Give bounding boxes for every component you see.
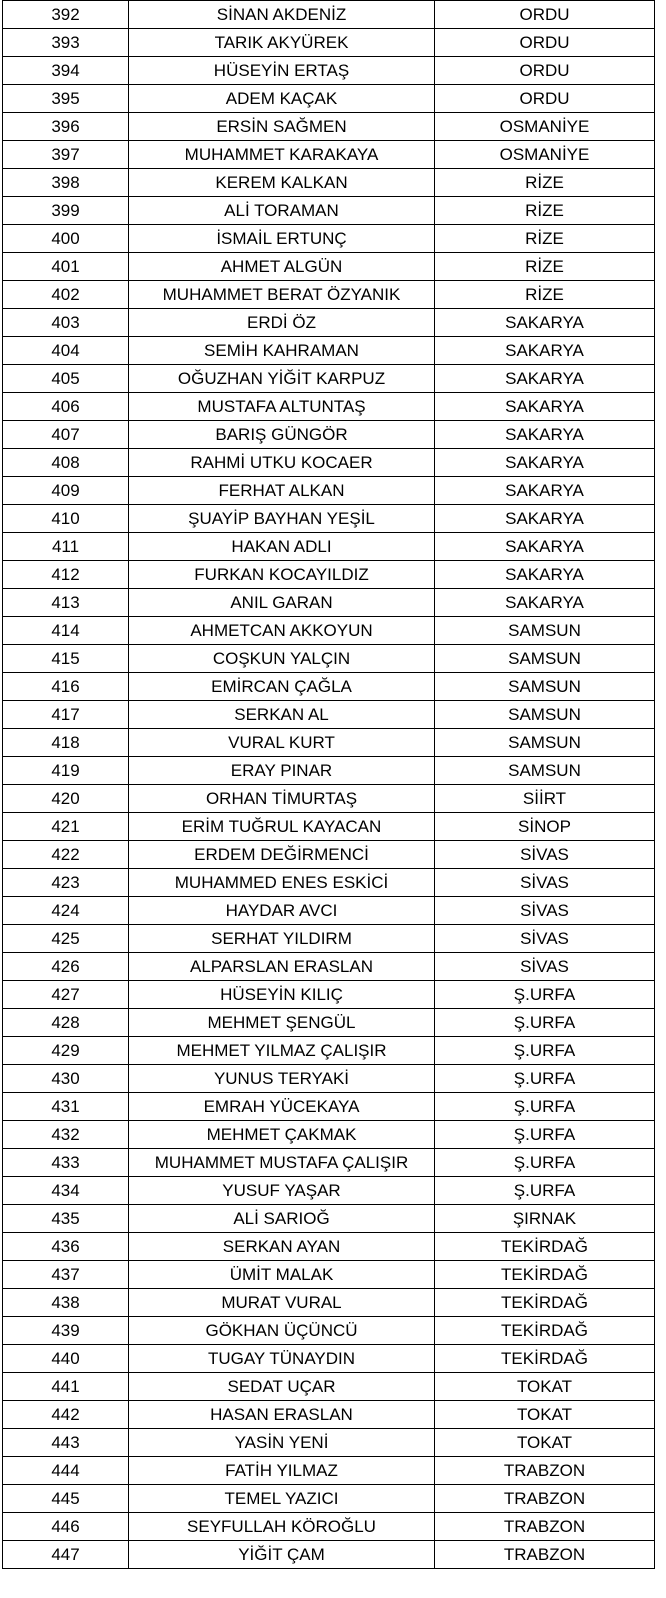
province-cell: RİZE bbox=[435, 225, 655, 253]
name-cell: GÖKHAN ÜÇÜNCÜ bbox=[129, 1317, 435, 1345]
row-number-cell: 440 bbox=[3, 1345, 129, 1373]
row-number-cell: 395 bbox=[3, 85, 129, 113]
row-number-cell: 447 bbox=[3, 1541, 129, 1569]
name-cell: ÜMİT MALAK bbox=[129, 1261, 435, 1289]
name-cell: ŞUAYİP BAYHAN YEŞİL bbox=[129, 505, 435, 533]
name-cell: VURAL KURT bbox=[129, 729, 435, 757]
table-row bbox=[3, 1149, 655, 1177]
table-row bbox=[3, 29, 655, 57]
name-cell: ERAY PINAR bbox=[129, 757, 435, 785]
province-cell: TRABZON bbox=[435, 1541, 655, 1569]
province-cell: TEKİRDAĞ bbox=[435, 1345, 655, 1373]
table-row bbox=[3, 953, 655, 981]
table-row bbox=[3, 85, 655, 113]
name-cell: ANIL GARAN bbox=[129, 589, 435, 617]
name-cell: HASAN ERASLAN bbox=[129, 1401, 435, 1429]
table-row bbox=[3, 1429, 655, 1457]
table-row bbox=[3, 757, 655, 785]
table-row bbox=[3, 1261, 655, 1289]
province-cell: Ş.URFA bbox=[435, 1177, 655, 1205]
province-cell: TEKİRDAĞ bbox=[435, 1317, 655, 1345]
table-row bbox=[3, 1345, 655, 1373]
province-cell: SİVAS bbox=[435, 953, 655, 981]
province-cell: Ş.URFA bbox=[435, 981, 655, 1009]
province-cell: SAKARYA bbox=[435, 533, 655, 561]
province-cell: ORDU bbox=[435, 1, 655, 29]
row-number-cell: 424 bbox=[3, 897, 129, 925]
table-row bbox=[3, 169, 655, 197]
row-number-cell: 426 bbox=[3, 953, 129, 981]
province-cell: SİİRT bbox=[435, 785, 655, 813]
row-number-cell: 444 bbox=[3, 1457, 129, 1485]
table-row bbox=[3, 869, 655, 897]
table-row bbox=[3, 925, 655, 953]
table-row bbox=[3, 1121, 655, 1149]
name-cell: YİĞİT ÇAM bbox=[129, 1541, 435, 1569]
name-cell: TEMEL YAZICI bbox=[129, 1485, 435, 1513]
row-number-cell: 421 bbox=[3, 813, 129, 841]
row-number-cell: 436 bbox=[3, 1233, 129, 1261]
row-number-cell: 408 bbox=[3, 449, 129, 477]
province-cell: TEKİRDAĞ bbox=[435, 1261, 655, 1289]
table-row bbox=[3, 1457, 655, 1485]
table-row bbox=[3, 57, 655, 85]
table-row bbox=[3, 113, 655, 141]
row-number-cell: 434 bbox=[3, 1177, 129, 1205]
name-cell: YUSUF YAŞAR bbox=[129, 1177, 435, 1205]
table-row bbox=[3, 813, 655, 841]
table-row bbox=[3, 1, 655, 29]
row-number-cell: 402 bbox=[3, 281, 129, 309]
row-number-cell: 416 bbox=[3, 673, 129, 701]
name-cell: BARIŞ GÜNGÖR bbox=[129, 421, 435, 449]
row-number-cell: 409 bbox=[3, 477, 129, 505]
province-cell: ORDU bbox=[435, 57, 655, 85]
table-row bbox=[3, 393, 655, 421]
province-cell: SİVAS bbox=[435, 841, 655, 869]
row-number-cell: 400 bbox=[3, 225, 129, 253]
name-cell: ERDEM DEĞİRMENCİ bbox=[129, 841, 435, 869]
province-cell: SİVAS bbox=[435, 869, 655, 897]
province-cell: OSMANİYE bbox=[435, 141, 655, 169]
row-number-cell: 443 bbox=[3, 1429, 129, 1457]
row-number-cell: 403 bbox=[3, 309, 129, 337]
province-cell: SİNOP bbox=[435, 813, 655, 841]
province-cell: ORDU bbox=[435, 85, 655, 113]
table-row bbox=[3, 701, 655, 729]
row-number-cell: 399 bbox=[3, 197, 129, 225]
province-cell: RİZE bbox=[435, 197, 655, 225]
province-cell: SAKARYA bbox=[435, 309, 655, 337]
name-cell: ADEM KAÇAK bbox=[129, 85, 435, 113]
province-cell: TEKİRDAĞ bbox=[435, 1233, 655, 1261]
row-number-cell: 422 bbox=[3, 841, 129, 869]
row-number-cell: 414 bbox=[3, 617, 129, 645]
table-row bbox=[3, 897, 655, 925]
row-number-cell: 437 bbox=[3, 1261, 129, 1289]
name-cell: YUNUS TERYAKİ bbox=[129, 1065, 435, 1093]
name-cell: İSMAİL ERTUNÇ bbox=[129, 225, 435, 253]
row-number-cell: 419 bbox=[3, 757, 129, 785]
province-cell: SAMSUN bbox=[435, 757, 655, 785]
table-row bbox=[3, 1373, 655, 1401]
name-cell: MUHAMMET BERAT ÖZYANIK bbox=[129, 281, 435, 309]
table-row bbox=[3, 1401, 655, 1429]
row-number-cell: 429 bbox=[3, 1037, 129, 1065]
table-row bbox=[3, 1541, 655, 1569]
province-cell: SAMSUN bbox=[435, 645, 655, 673]
name-cell: EMRAH YÜCEKAYA bbox=[129, 1093, 435, 1121]
table-row bbox=[3, 309, 655, 337]
province-cell: SAKARYA bbox=[435, 505, 655, 533]
province-cell: Ş.URFA bbox=[435, 1009, 655, 1037]
row-number-cell: 428 bbox=[3, 1009, 129, 1037]
row-number-cell: 412 bbox=[3, 561, 129, 589]
province-cell: TRABZON bbox=[435, 1513, 655, 1541]
province-cell: SAKARYA bbox=[435, 337, 655, 365]
province-cell: TOKAT bbox=[435, 1373, 655, 1401]
row-number-cell: 435 bbox=[3, 1205, 129, 1233]
name-cell: MUHAMMED ENES ESKİCİ bbox=[129, 869, 435, 897]
table-row bbox=[3, 729, 655, 757]
province-cell: TOKAT bbox=[435, 1429, 655, 1457]
name-cell: RAHMİ UTKU KOCAER bbox=[129, 449, 435, 477]
name-cell: TUGAY TÜNAYDIN bbox=[129, 1345, 435, 1373]
row-number-cell: 425 bbox=[3, 925, 129, 953]
table-row bbox=[3, 589, 655, 617]
table-row bbox=[3, 981, 655, 1009]
table-row bbox=[3, 785, 655, 813]
table-row bbox=[3, 561, 655, 589]
table-row bbox=[3, 533, 655, 561]
name-cell: MEHMET ŞENGÜL bbox=[129, 1009, 435, 1037]
province-cell: SİVAS bbox=[435, 897, 655, 925]
name-cell: KEREM KALKAN bbox=[129, 169, 435, 197]
province-cell: Ş.URFA bbox=[435, 1121, 655, 1149]
name-cell: EMİRCAN ÇAĞLA bbox=[129, 673, 435, 701]
table-row bbox=[3, 505, 655, 533]
name-cell: OĞUZHAN YİĞİT KARPUZ bbox=[129, 365, 435, 393]
row-number-cell: 442 bbox=[3, 1401, 129, 1429]
name-cell: FERHAT ALKAN bbox=[129, 477, 435, 505]
row-number-cell: 433 bbox=[3, 1149, 129, 1177]
province-cell: TRABZON bbox=[435, 1485, 655, 1513]
table-row bbox=[3, 1233, 655, 1261]
name-cell: COŞKUN YALÇIN bbox=[129, 645, 435, 673]
name-cell: ERSİN SAĞMEN bbox=[129, 113, 435, 141]
table-row bbox=[3, 1009, 655, 1037]
row-number-cell: 431 bbox=[3, 1093, 129, 1121]
province-cell: SAKARYA bbox=[435, 477, 655, 505]
table-row bbox=[3, 645, 655, 673]
row-number-cell: 413 bbox=[3, 589, 129, 617]
name-cell: AHMET ALGÜN bbox=[129, 253, 435, 281]
table-row bbox=[3, 841, 655, 869]
name-cell: MUSTAFA ALTUNTAŞ bbox=[129, 393, 435, 421]
name-cell: MUHAMMET KARAKAYA bbox=[129, 141, 435, 169]
table-row bbox=[3, 1317, 655, 1345]
name-cell: ORHAN TİMURTAŞ bbox=[129, 785, 435, 813]
name-cell: SEYFULLAH KÖROĞLU bbox=[129, 1513, 435, 1541]
row-number-cell: 405 bbox=[3, 365, 129, 393]
name-cell: ERDİ ÖZ bbox=[129, 309, 435, 337]
row-number-cell: 406 bbox=[3, 393, 129, 421]
province-cell: SAMSUN bbox=[435, 701, 655, 729]
province-cell: TEKİRDAĞ bbox=[435, 1289, 655, 1317]
province-cell: SAKARYA bbox=[435, 365, 655, 393]
province-cell: RİZE bbox=[435, 281, 655, 309]
province-cell: SİVAS bbox=[435, 925, 655, 953]
name-cell: SEDAT UÇAR bbox=[129, 1373, 435, 1401]
province-cell: TRABZON bbox=[435, 1457, 655, 1485]
province-cell: Ş.URFA bbox=[435, 1065, 655, 1093]
row-number-cell: 407 bbox=[3, 421, 129, 449]
table-row bbox=[3, 337, 655, 365]
table-row bbox=[3, 1065, 655, 1093]
table-row bbox=[3, 1093, 655, 1121]
name-cell: TARIK AKYÜREK bbox=[129, 29, 435, 57]
province-cell: OSMANİYE bbox=[435, 113, 655, 141]
row-number-cell: 411 bbox=[3, 533, 129, 561]
row-number-cell: 398 bbox=[3, 169, 129, 197]
province-cell: ORDU bbox=[435, 29, 655, 57]
table-row bbox=[3, 449, 655, 477]
table-row bbox=[3, 365, 655, 393]
table-row bbox=[3, 1513, 655, 1541]
row-number-cell: 410 bbox=[3, 505, 129, 533]
results-table-body bbox=[3, 1, 655, 1569]
row-number-cell: 404 bbox=[3, 337, 129, 365]
province-cell: SAKARYA bbox=[435, 421, 655, 449]
name-cell: FURKAN KOCAYILDIZ bbox=[129, 561, 435, 589]
province-cell: TOKAT bbox=[435, 1401, 655, 1429]
name-cell: ALPARSLAN ERASLAN bbox=[129, 953, 435, 981]
name-cell: SİNAN AKDENİZ bbox=[129, 1, 435, 29]
table-row bbox=[3, 1485, 655, 1513]
table-row bbox=[3, 1205, 655, 1233]
table-row bbox=[3, 225, 655, 253]
province-cell: SAKARYA bbox=[435, 561, 655, 589]
row-number-cell: 432 bbox=[3, 1121, 129, 1149]
name-cell: SERKAN AYAN bbox=[129, 1233, 435, 1261]
row-number-cell: 441 bbox=[3, 1373, 129, 1401]
name-cell: MEHMET ÇAKMAK bbox=[129, 1121, 435, 1149]
name-cell: FATİH YILMAZ bbox=[129, 1457, 435, 1485]
table-row bbox=[3, 1037, 655, 1065]
row-number-cell: 420 bbox=[3, 785, 129, 813]
province-cell: SAMSUN bbox=[435, 617, 655, 645]
name-cell: HAKAN ADLI bbox=[129, 533, 435, 561]
province-cell: RİZE bbox=[435, 169, 655, 197]
province-cell: Ş.URFA bbox=[435, 1149, 655, 1177]
row-number-cell: 401 bbox=[3, 253, 129, 281]
row-number-cell: 446 bbox=[3, 1513, 129, 1541]
table-row bbox=[3, 281, 655, 309]
name-cell: MURAT VURAL bbox=[129, 1289, 435, 1317]
province-cell: SAKARYA bbox=[435, 393, 655, 421]
name-cell: YASİN YENİ bbox=[129, 1429, 435, 1457]
row-number-cell: 396 bbox=[3, 113, 129, 141]
name-cell: MUHAMMET MUSTAFA ÇALIŞIR bbox=[129, 1149, 435, 1177]
name-cell: ALİ SARIOĞ bbox=[129, 1205, 435, 1233]
row-number-cell: 397 bbox=[3, 141, 129, 169]
row-number-cell: 439 bbox=[3, 1317, 129, 1345]
row-number-cell: 423 bbox=[3, 869, 129, 897]
table-row bbox=[3, 421, 655, 449]
name-cell: SERKAN AL bbox=[129, 701, 435, 729]
province-cell: SAKARYA bbox=[435, 589, 655, 617]
row-number-cell: 427 bbox=[3, 981, 129, 1009]
name-cell: HÜSEYİN ERTAŞ bbox=[129, 57, 435, 85]
table-row bbox=[3, 617, 655, 645]
table-row bbox=[3, 197, 655, 225]
name-cell: HAYDAR AVCI bbox=[129, 897, 435, 925]
province-cell: Ş.URFA bbox=[435, 1093, 655, 1121]
name-cell: ERİM TUĞRUL KAYACAN bbox=[129, 813, 435, 841]
table-row bbox=[3, 1289, 655, 1317]
province-cell: Ş.URFA bbox=[435, 1037, 655, 1065]
province-cell: SAKARYA bbox=[435, 449, 655, 477]
province-cell: SAMSUN bbox=[435, 673, 655, 701]
table-row bbox=[3, 673, 655, 701]
table-row bbox=[3, 477, 655, 505]
table-row bbox=[3, 141, 655, 169]
province-cell: ŞIRNAK bbox=[435, 1205, 655, 1233]
name-cell: SERHAT YILDIRM bbox=[129, 925, 435, 953]
name-cell: AHMETCAN AKKOYUN bbox=[129, 617, 435, 645]
row-number-cell: 392 bbox=[3, 1, 129, 29]
row-number-cell: 438 bbox=[3, 1289, 129, 1317]
row-number-cell: 445 bbox=[3, 1485, 129, 1513]
name-cell: HÜSEYİN KILIÇ bbox=[129, 981, 435, 1009]
row-number-cell: 417 bbox=[3, 701, 129, 729]
name-cell: SEMİH KAHRAMAN bbox=[129, 337, 435, 365]
row-number-cell: 430 bbox=[3, 1065, 129, 1093]
results-table bbox=[2, 0, 655, 1569]
province-cell: SAMSUN bbox=[435, 729, 655, 757]
name-cell: ALİ TORAMAN bbox=[129, 197, 435, 225]
table-row bbox=[3, 253, 655, 281]
row-number-cell: 393 bbox=[3, 29, 129, 57]
row-number-cell: 415 bbox=[3, 645, 129, 673]
name-cell: MEHMET YILMAZ ÇALIŞIR bbox=[129, 1037, 435, 1065]
province-cell: RİZE bbox=[435, 253, 655, 281]
table-row bbox=[3, 1177, 655, 1205]
row-number-cell: 394 bbox=[3, 57, 129, 85]
row-number-cell: 418 bbox=[3, 729, 129, 757]
